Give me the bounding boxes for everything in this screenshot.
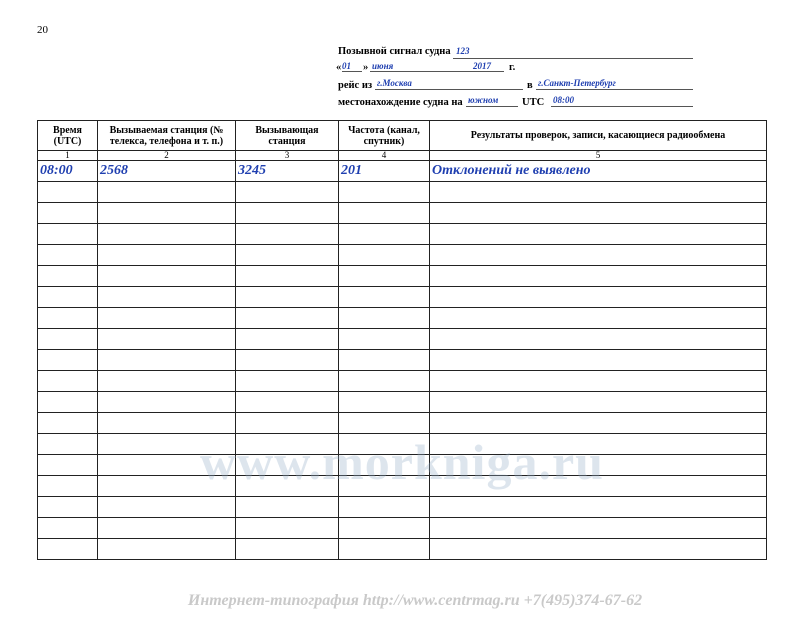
table-cell[interactable]: [430, 434, 767, 455]
table-cell[interactable]: [430, 224, 767, 245]
table-row: [38, 224, 767, 245]
table-cell[interactable]: [98, 350, 236, 371]
column-number: 2: [98, 151, 236, 161]
voyage-label: рейс из: [338, 80, 373, 91]
table-cell[interactable]: [98, 266, 236, 287]
table-cell[interactable]: [430, 308, 767, 329]
date-open-quote: «: [336, 62, 342, 73]
table-cell[interactable]: [430, 455, 767, 476]
table-cell[interactable]: [38, 497, 98, 518]
table-cell[interactable]: [38, 266, 98, 287]
table-cell[interactable]: [98, 455, 236, 476]
table-cell[interactable]: [236, 518, 339, 539]
footer: Интернет-типография http://www.centrmag.ru +7(495)374-67-62: [187, 592, 643, 609]
table-cell[interactable]: [236, 434, 339, 455]
table-cell[interactable]: [38, 350, 98, 371]
table-cell[interactable]: [38, 476, 98, 497]
voyage-to-label: в: [527, 80, 533, 91]
column-header-results: Результаты проверок, записи, касающиеся радиообмена: [430, 121, 767, 151]
table-cell[interactable]: [236, 182, 339, 203]
table-cell[interactable]: [339, 350, 430, 371]
table-cell[interactable]: [236, 371, 339, 392]
table-cell[interactable]: [339, 539, 430, 560]
date-month-line: [370, 71, 504, 72]
table-header-row: [38, 121, 767, 151]
date-day[interactable]: 01: [342, 61, 351, 71]
table-cell[interactable]: [430, 413, 767, 434]
table-cell[interactable]: [339, 392, 430, 413]
column-header-called-station: Вызываемая станция (№ телекса, телефона и т. п.): [98, 121, 236, 151]
table-row: [38, 518, 767, 539]
voyage-to[interactable]: г.Санкт-Петербург: [538, 78, 616, 88]
table-cell[interactable]: [430, 203, 767, 224]
table-cell[interactable]: [98, 203, 236, 224]
date-day-line: [342, 71, 362, 72]
entry-result-cell[interactable]: Отклонений не выявлено: [430, 161, 767, 182]
table-cell[interactable]: [430, 182, 767, 203]
table-cell[interactable]: [98, 224, 236, 245]
entry-calling-station-cell[interactable]: 3245: [236, 161, 339, 182]
table-cell[interactable]: [236, 539, 339, 560]
table-cell[interactable]: [430, 287, 767, 308]
table-row: [38, 161, 767, 182]
column-header-calling-station: Вызывающая станция: [236, 121, 339, 151]
table-cell[interactable]: [236, 308, 339, 329]
table-cell[interactable]: [339, 287, 430, 308]
watermark: www.morkniga.ru: [200, 434, 604, 490]
date-close-quote: »: [363, 62, 369, 73]
table-cell[interactable]: [236, 287, 339, 308]
table-cell[interactable]: [38, 413, 98, 434]
table-row: [38, 308, 767, 329]
entry-frequency-cell[interactable]: 201: [339, 161, 430, 182]
table-cell[interactable]: [339, 308, 430, 329]
table-cell[interactable]: [430, 539, 767, 560]
position-label: местонахождение судна на: [338, 97, 463, 108]
column-number-row: [38, 151, 767, 161]
table-cell[interactable]: [38, 518, 98, 539]
table-cell[interactable]: [236, 392, 339, 413]
table-cell[interactable]: [38, 371, 98, 392]
table-cell[interactable]: [38, 203, 98, 224]
voyage-to-line: [536, 89, 693, 90]
date-month[interactable]: июня: [372, 61, 394, 71]
radio-log-table: [37, 120, 767, 560]
page-number: 20: [37, 24, 48, 36]
table-cell[interactable]: [339, 203, 430, 224]
table-cell[interactable]: [236, 455, 339, 476]
utc-value[interactable]: 08:00: [553, 95, 574, 105]
table-cell[interactable]: [430, 329, 767, 350]
table-row: [38, 539, 767, 560]
table-row: [38, 287, 767, 308]
table-cell[interactable]: [38, 539, 98, 560]
table-cell[interactable]: [430, 266, 767, 287]
table-row: [38, 350, 767, 371]
column-number: 5: [430, 151, 767, 161]
table-cell[interactable]: [430, 476, 767, 497]
table-cell[interactable]: [98, 182, 236, 203]
table-row: [38, 413, 767, 434]
table-cell[interactable]: [98, 308, 236, 329]
column-header-time: Время (UTC): [38, 121, 98, 151]
table-cell[interactable]: [38, 245, 98, 266]
table-cell[interactable]: [236, 413, 339, 434]
table-cell[interactable]: [339, 371, 430, 392]
call-sign-line: [453, 58, 693, 59]
entry-called-station-cell[interactable]: 2568: [98, 161, 236, 182]
table-cell[interactable]: [236, 266, 339, 287]
table-cell[interactable]: [236, 224, 339, 245]
table-cell[interactable]: [236, 245, 339, 266]
table-cell[interactable]: [38, 455, 98, 476]
call-sign-value[interactable]: 123: [456, 46, 470, 56]
table-cell[interactable]: [98, 476, 236, 497]
table-cell[interactable]: [430, 350, 767, 371]
table-cell[interactable]: [339, 182, 430, 203]
column-number: 4: [339, 151, 430, 161]
table-cell[interactable]: [98, 518, 236, 539]
table-cell[interactable]: [38, 287, 98, 308]
table-cell[interactable]: [98, 497, 236, 518]
table-cell[interactable]: [339, 329, 430, 350]
table-cell[interactable]: [38, 308, 98, 329]
table-row: [38, 182, 767, 203]
table-cell[interactable]: [339, 224, 430, 245]
table-cell[interactable]: [98, 434, 236, 455]
table-row: [38, 329, 767, 350]
table-cell[interactable]: [430, 518, 767, 539]
table-cell[interactable]: [430, 392, 767, 413]
column-number: 1: [38, 151, 98, 161]
date-year-suffix: г.: [509, 62, 516, 73]
table-cell[interactable]: [339, 476, 430, 497]
table-cell[interactable]: [430, 371, 767, 392]
table-row: [38, 434, 767, 455]
table-row: [38, 476, 767, 497]
table-cell[interactable]: [98, 371, 236, 392]
table-row: [38, 392, 767, 413]
table-cell[interactable]: [339, 434, 430, 455]
table-cell[interactable]: [339, 413, 430, 434]
table-cell[interactable]: [236, 476, 339, 497]
table-cell[interactable]: [236, 329, 339, 350]
utc-line: [551, 106, 693, 107]
column-number: 3: [236, 151, 339, 161]
table-row: [38, 203, 767, 224]
table-cell[interactable]: [98, 392, 236, 413]
table-row: [38, 245, 767, 266]
voyage-from[interactable]: г.Москва: [377, 78, 412, 88]
table-row: [38, 497, 767, 518]
table-cell[interactable]: [38, 329, 98, 350]
table-cell[interactable]: [38, 182, 98, 203]
table-cell[interactable]: [98, 413, 236, 434]
table-cell[interactable]: [430, 245, 767, 266]
utc-label: UTC: [522, 97, 545, 108]
date-year[interactable]: 2017: [473, 61, 491, 71]
table-cell[interactable]: [38, 392, 98, 413]
table-cell[interactable]: [339, 497, 430, 518]
table-cell[interactable]: [339, 245, 430, 266]
table-cell[interactable]: [236, 350, 339, 371]
position-value[interactable]: южном: [468, 95, 499, 105]
table-cell[interactable]: [38, 434, 98, 455]
table-cell[interactable]: [236, 203, 339, 224]
table-cell[interactable]: [98, 539, 236, 560]
voyage-from-line: [375, 89, 523, 90]
entry-time-cell[interactable]: 08:00: [38, 161, 98, 182]
table-cell[interactable]: [98, 245, 236, 266]
table-cell[interactable]: [339, 455, 430, 476]
position-line: [466, 106, 518, 107]
table-row: [38, 266, 767, 287]
call-sign-label: Позывной сигнал судна: [338, 46, 451, 57]
table-cell[interactable]: [38, 224, 98, 245]
table-cell[interactable]: [339, 266, 430, 287]
table-cell[interactable]: [98, 287, 236, 308]
table-cell[interactable]: [236, 497, 339, 518]
table-cell[interactable]: [430, 497, 767, 518]
table-row: [38, 455, 767, 476]
table-cell[interactable]: [98, 329, 236, 350]
table-row: [38, 371, 767, 392]
table-cell[interactable]: [339, 518, 430, 539]
column-header-frequency: Частота (канал, спутник): [339, 121, 430, 151]
